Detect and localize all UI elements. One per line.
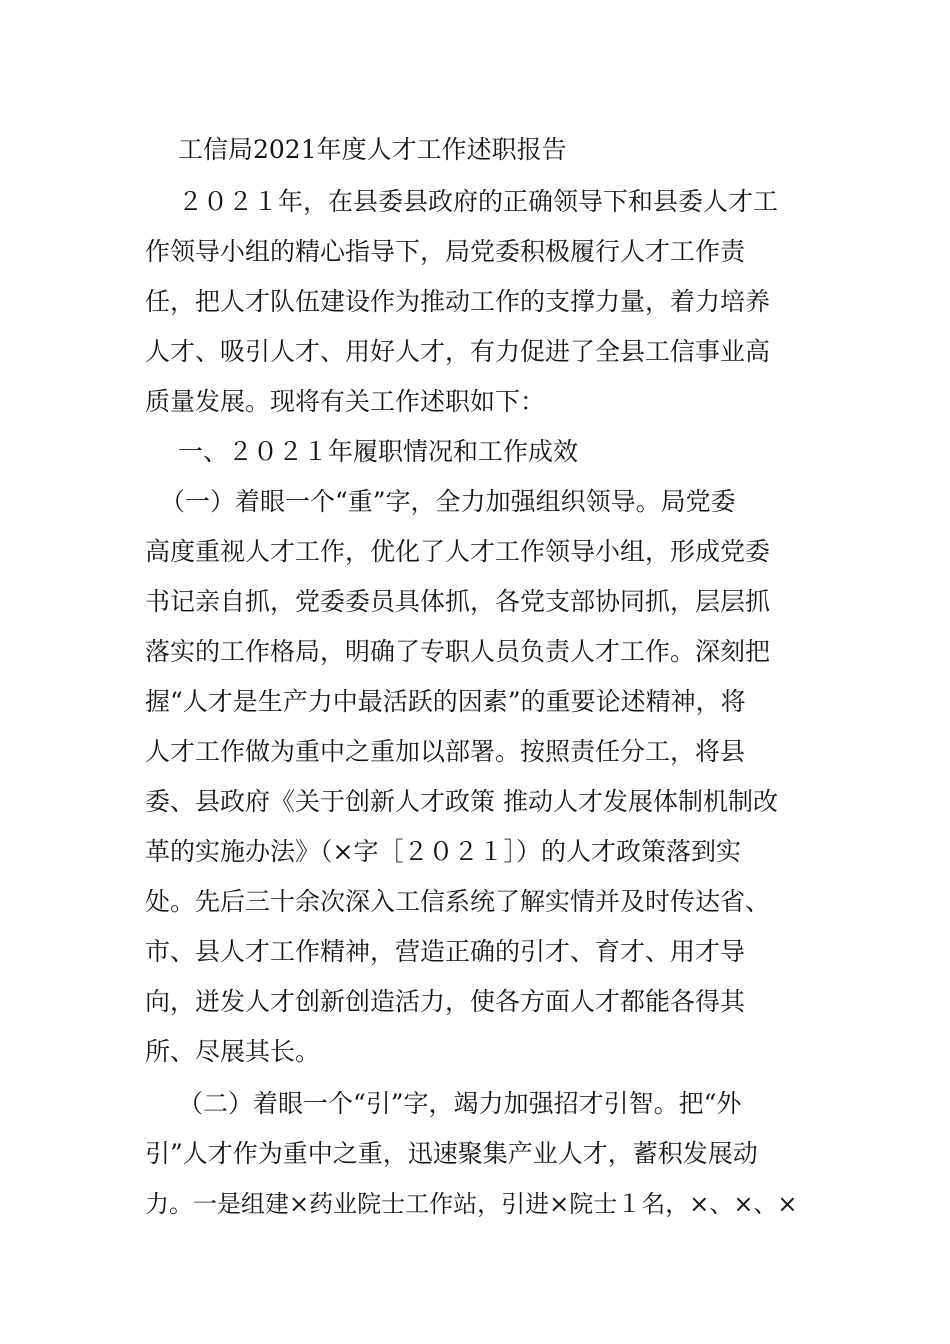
paragraph-line: 力。一是组建×药业院士工作站，引进×院士１名，×、×、×: [145, 1190, 798, 1218]
paragraph-line: 人才、吸引人才、用好人才，有力促进了全县工信事业高: [145, 337, 771, 366]
paragraph-line: 握“人才是生产力中最活跃的因素”的重要论述精神，将: [145, 687, 746, 716]
paragraph-line: 任，把人才队伍建设作为推动工作的支撑力量，着力培养: [145, 287, 771, 316]
paragraph-line: 高度重视人才工作，优化了人才工作领导小组，形成党委: [145, 537, 771, 566]
paragraph-line: 作领导小组的精心指导下，局党委积极履行人才工作责: [145, 237, 746, 266]
document-title: 工信局2021年度人才工作述职报告: [178, 135, 567, 164]
paragraph-line: ２０２１年，在县委县政府的正确领导下和县委人才工: [178, 187, 779, 216]
paragraph-line: 委、县政府《关于创新人才政策 推动人才发展体制机制改: [145, 787, 778, 816]
paragraph-line: 市、县人才工作精神，营造正确的引才、育才、用才导: [145, 937, 746, 966]
paragraph-line: 书记亲自抓，党委委员具体抓，各党支部协同抓，层层抓: [145, 587, 771, 616]
section-heading: 一、２０２１年履职情况和工作成效: [178, 437, 579, 466]
paragraph-line: 质量发展。现将有关工作述职如下：: [145, 387, 546, 416]
paragraph-line: 处。先后三十余次深入工信系统了解实情并及时传达省、: [145, 887, 771, 916]
paragraph-line: 所、尽展其长。: [145, 1037, 321, 1066]
paragraph-line: （二）着眼一个“引”字，竭力加强招才引智。把“外: [178, 1089, 742, 1118]
paragraph-line: 革的实施办法》（×字［２０２１］）的人才政策落到实: [145, 837, 741, 866]
paragraph-line: （一）着眼一个“重”字，全力加强组织领导。局党委: [160, 487, 736, 516]
paragraph-line: 向，迸发人才创新创造活力，使各方面人才都能各得其: [145, 987, 746, 1016]
paragraph-line: 落实的工作格局，明确了专职人员负责人才工作。深刻把: [145, 637, 771, 666]
paragraph-line: 引”人才作为重中之重，迅速聚集产业人才，蓄积发展动: [145, 1139, 758, 1168]
paragraph-line: 人才工作做为重中之重加以部署。按照责任分工，将县: [145, 737, 746, 766]
